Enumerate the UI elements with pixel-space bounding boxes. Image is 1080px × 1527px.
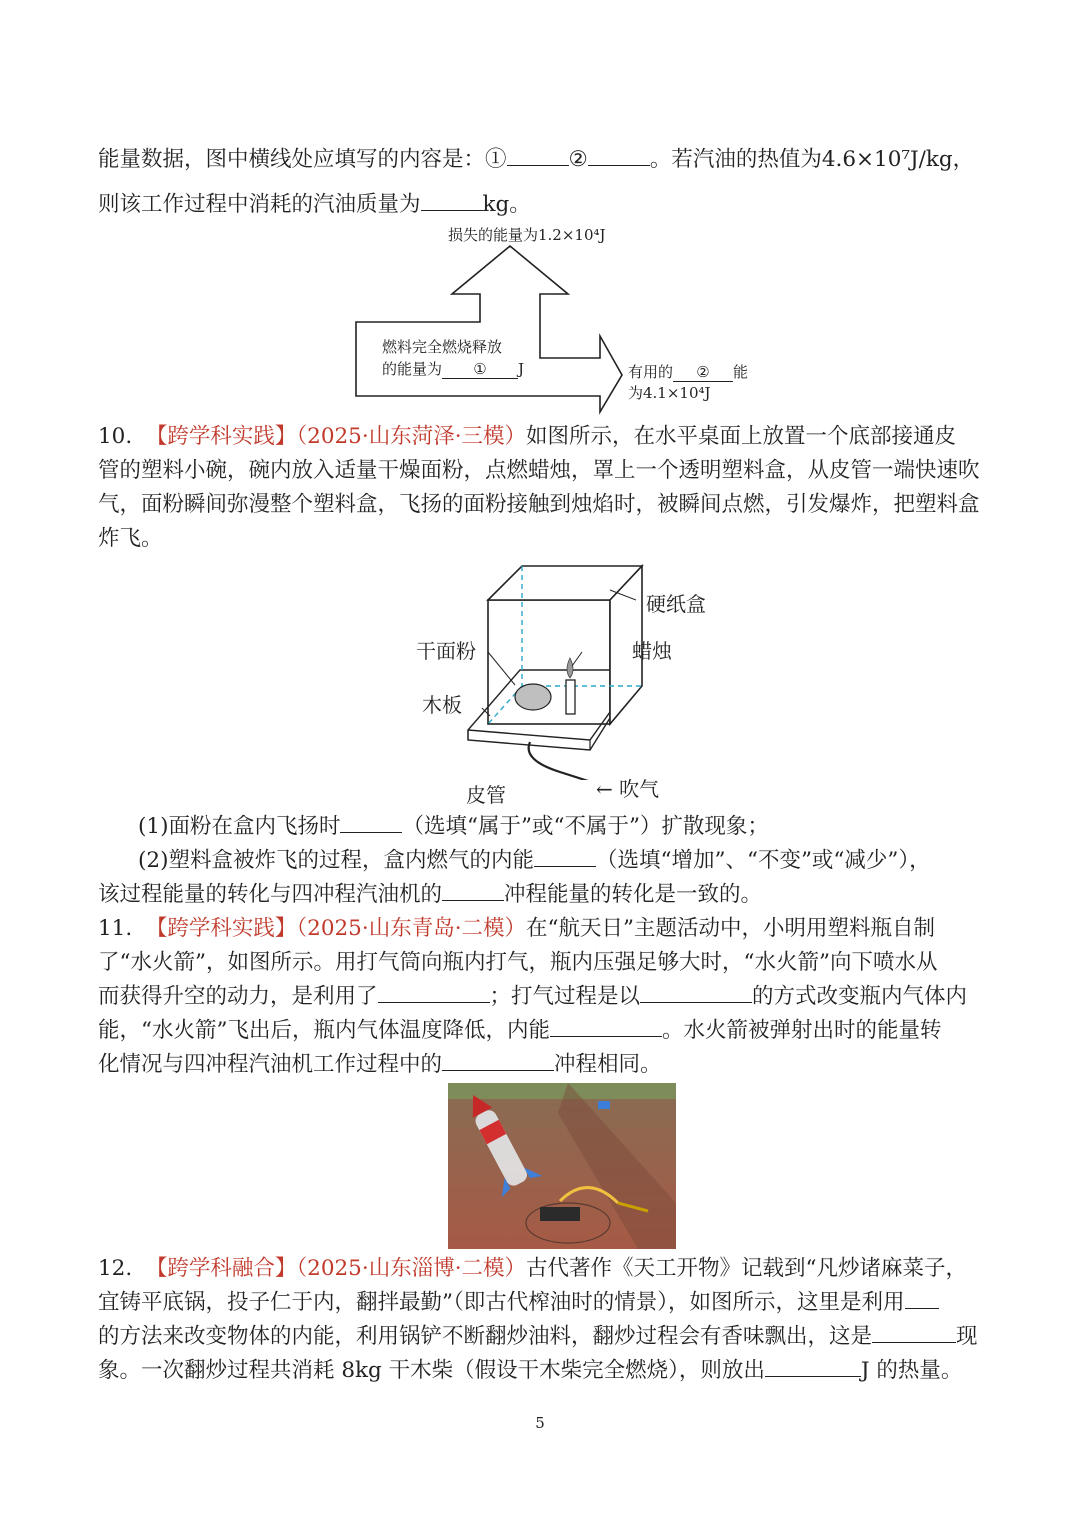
input-energy-label-2: 的能量为 ① J xyxy=(382,360,525,378)
answer-blank[interactable] xyxy=(534,846,596,867)
q11-line-1: 11. 【跨学科实践】（2025·山东青岛·二模）在“航天日”主题活动中，小明用塑料瓶自制 xyxy=(98,916,936,941)
answer-blank[interactable] xyxy=(905,1288,939,1309)
q11-line-2: 了“水火箭”，如图所示。用打气筒向瓶内打气，瓶内压强足够大时，“水火箭”向下喷水从 xyxy=(98,950,938,975)
q11-line-4: 能，“水火箭”飞出后，瓶内气体温度降低，内能 。水火箭被弹射出时的能量转 xyxy=(98,1018,942,1043)
q9-text: 能量数据，图中横线处应填写的内容是： xyxy=(98,147,486,172)
answer-blank[interactable] xyxy=(640,982,752,1003)
question-source: （2025·山东淄博·二模） xyxy=(296,1256,527,1281)
q12-line-4: 象。一次翻炒过程共消耗 8kg 干木柴（假设干木柴完全燃烧），则放出 J 的热量。 xyxy=(98,1358,963,1383)
answer-blank[interactable] xyxy=(765,1356,861,1377)
answer-blank[interactable] xyxy=(378,982,490,1003)
question-source: （2025·山东菏泽·三模） xyxy=(296,424,527,449)
question-tag: 【跨学科实践】 xyxy=(145,424,297,449)
input-energy-blank: ① xyxy=(442,360,518,379)
useful-energy-value: 为4.1×10⁴J xyxy=(628,384,711,402)
q9-text: 。若汽油的热值为 xyxy=(649,147,822,172)
q10-sub2-cont: 该过程能量的转化与四冲程汽油机的 冲程能量的转化是一致的。 xyxy=(98,882,763,907)
energy-arrow-shape xyxy=(356,246,622,412)
blow-label: ← 吹气 xyxy=(596,777,660,801)
lost-energy-label: 损失的能量为1.2×10⁴J xyxy=(448,226,606,244)
heat-value: 4.6×10⁷J/kg xyxy=(821,147,953,172)
q10-line-4: 炸飞。 xyxy=(98,526,163,551)
board-label: 木板 xyxy=(422,693,462,717)
q12-line-3: 的方法来改变物体的内能，利用锅铲不断翻炒油料，翻炒过程会有香味飘出，这是 现 xyxy=(98,1324,978,1349)
candle-flame xyxy=(567,658,573,678)
answer-blank[interactable] xyxy=(550,1016,662,1037)
input-energy-label: 燃料完全燃烧释放 xyxy=(382,338,503,356)
flour-label: 干面粉 xyxy=(416,639,476,663)
q10-line-3: 气，面粉瞬间弥漫整个塑料盒，飞扬的面粉接触到烛焰时，被瞬间点燃，引发爆炸，把塑料盒 xyxy=(98,492,980,517)
answer-blank[interactable] xyxy=(421,190,483,211)
dust-explosion-figure xyxy=(460,560,650,780)
answer-blank[interactable] xyxy=(872,1322,956,1343)
tube-label: 皮管 xyxy=(466,783,506,807)
answer-blank[interactable] xyxy=(442,880,504,901)
useful-energy-blank: ② xyxy=(673,363,733,382)
answer-blank[interactable] xyxy=(442,1050,554,1071)
candle xyxy=(566,680,575,714)
q9-line-1: 能量数据，图中横线处应填写的内容是：① ② 。若汽油的热值为4.6×10⁷J/kg， xyxy=(98,147,975,172)
question-number: 12. xyxy=(98,1256,133,1281)
question-source: （2025·山东青岛·二模） xyxy=(296,916,527,941)
q10-sub2: (2)塑料盒被炸飞的过程，盒内燃气的内能 （选填“增加”、“不变”或“减少”）， xyxy=(138,848,931,873)
question-tag: 【跨学科实践】 xyxy=(145,916,297,941)
q12-line-1: 12. 【跨学科融合】（2025·山东淄博·二模）古代著作《天工开物》记载到“凡炒诸麻菜子， xyxy=(98,1256,968,1281)
question-number: 11. xyxy=(98,916,133,941)
q9-line-2 xyxy=(98,190,531,220)
q12-line-2: 宜铸平底锅，投子仁于内，翻拌最勤”（即古代榨油时的情景），如图所示，这里是利用 xyxy=(98,1288,939,1318)
water-rocket-photo xyxy=(448,1083,676,1249)
q11-line-5: 化情况与四冲程汽油机工作过程中的 冲程相同。 xyxy=(98,1052,662,1077)
answer-blank[interactable] xyxy=(507,145,569,166)
q9-text: 则该工作过程中消耗的汽油质量为 xyxy=(98,192,421,217)
q10-sub1: (1)面粉在盒内飞扬时 （选填“属于”或“不属于”）扩散现象； xyxy=(138,814,769,839)
question-tag: 【跨学科融合】 xyxy=(145,1256,297,1281)
answer-blank[interactable] xyxy=(588,145,650,166)
answer-blank[interactable] xyxy=(340,812,402,833)
q11-line-3: 而获得升空的动力，是利用了 ；打气过程是以 的方式改变瓶内气体内 xyxy=(98,984,968,1009)
unit: kg。 xyxy=(482,192,531,217)
flour-pile xyxy=(515,684,551,710)
q10-line-2: 管的塑料小碗，碗内放入适量干燥面粉，点燃蜡烛，罩上一个透明塑料盒，从皮管一端快速吹 xyxy=(98,458,980,483)
box-label: 硬纸盒 xyxy=(646,592,706,616)
q10-line-1: 10. 【跨学科实践】（2025·山东菏泽·三模）如图所示，在水平桌面上放置一个底部接通皮 xyxy=(98,424,957,449)
blank-marker-1: ① xyxy=(485,147,507,172)
blank-marker-2: ② xyxy=(568,147,588,172)
question-number: 10. xyxy=(98,424,133,449)
page-number: 5 xyxy=(535,1414,545,1432)
useful-energy-label: 有用的 ② 能 xyxy=(628,363,749,381)
candle-label: 蜡烛 xyxy=(632,639,672,663)
